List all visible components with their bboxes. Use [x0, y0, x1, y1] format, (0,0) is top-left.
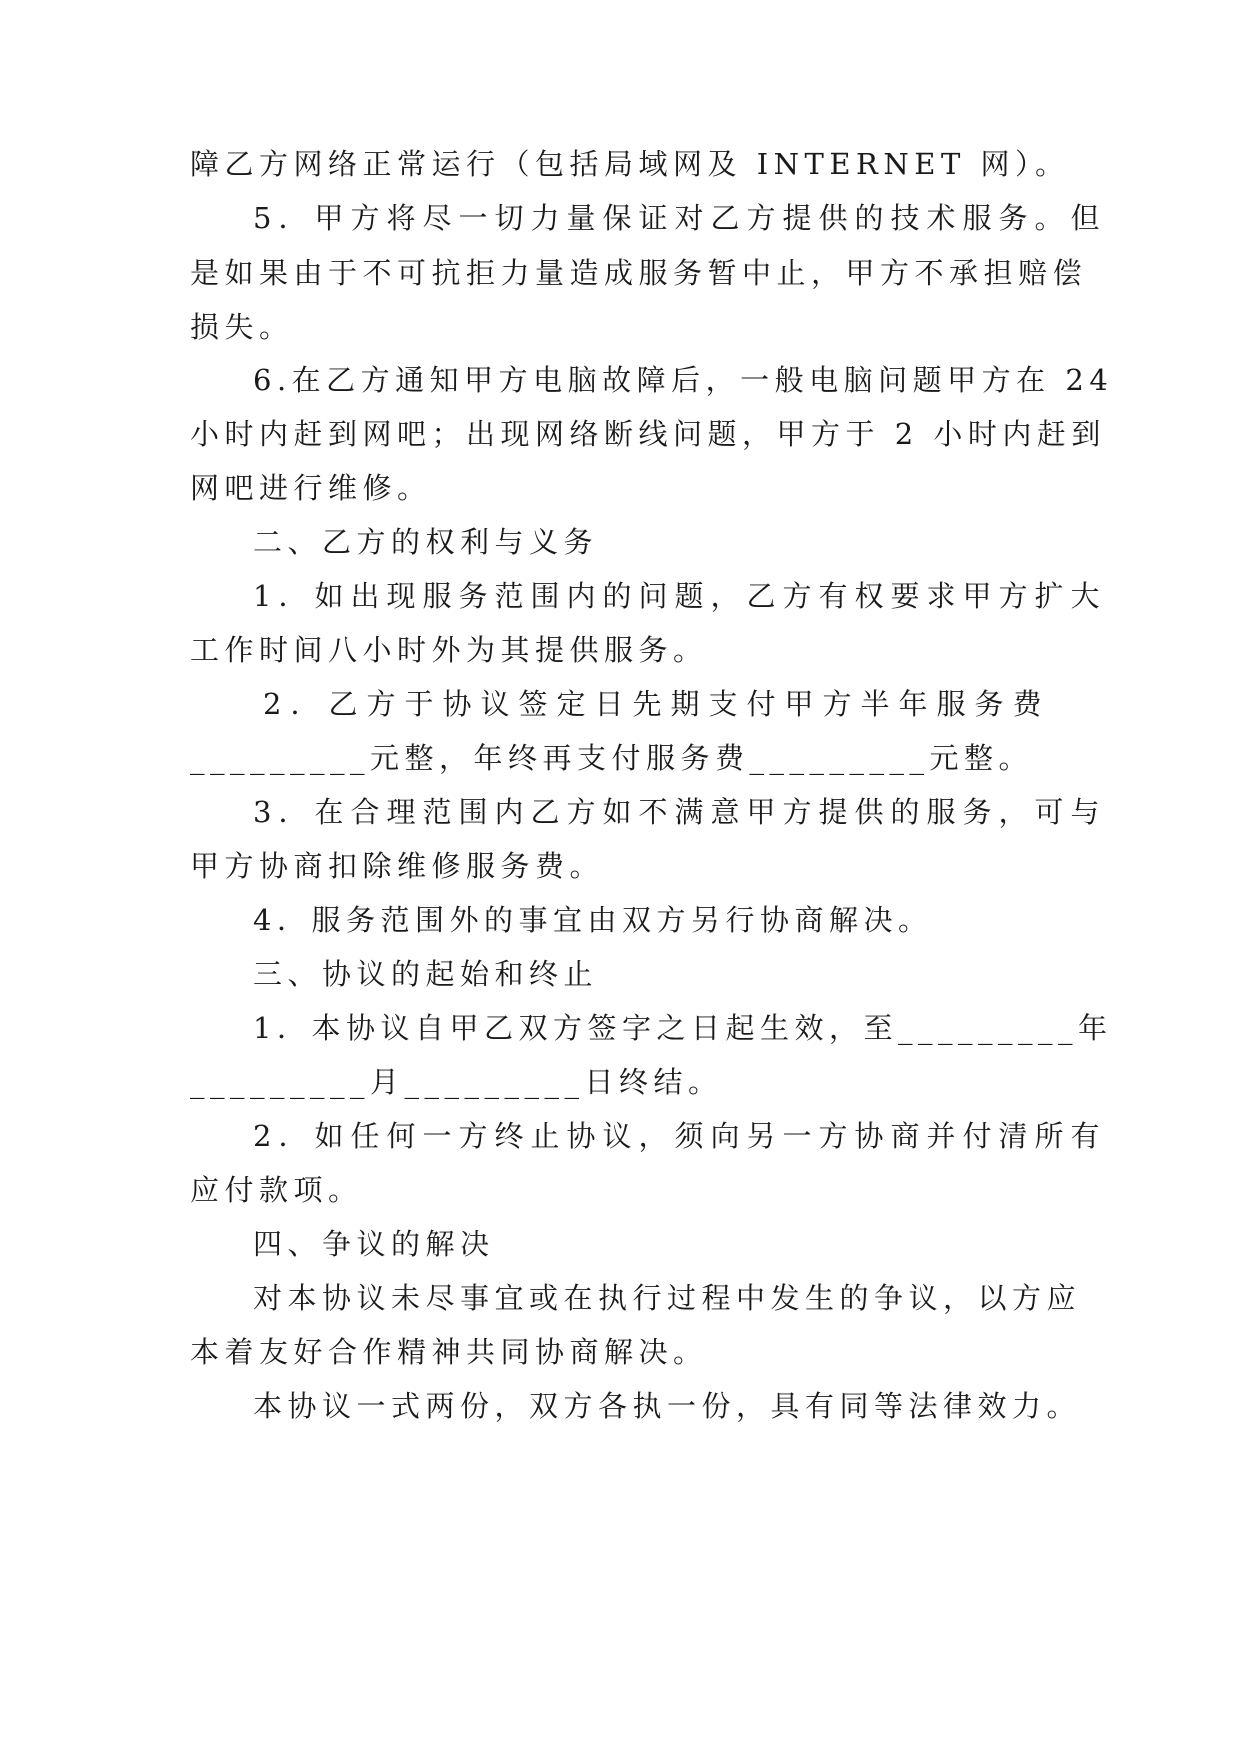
section-heading: 二、乙方的权利与义务 — [253, 525, 599, 559]
text-line: 2．乙方于协议签定日先期支付甲方半年服务费 — [263, 687, 1051, 721]
text-line: 1．本协议自甲乙双方签字之日起生效，至_________年 — [253, 1011, 1113, 1045]
text-line: 3．在合理范围内乙方如不满意甲方提供的服务，可与 — [253, 795, 1107, 829]
text-line: 是如果由于不可抗拒力量造成服务暂中止，甲方不承担赔偿 — [190, 256, 1088, 290]
text-line: 小时内赶到网吧；出现网络断线问题，甲方于 2 小时内赶到 — [190, 417, 1106, 451]
text-line: 损失。 — [190, 310, 294, 344]
text-line: 6.在乙方通知甲方电脑故障后，一般电脑问题甲方在 24 — [253, 363, 1114, 397]
text-line: 对本协议未尽事宜或在执行过程中发生的争议，以方应 — [253, 1281, 1082, 1315]
text-line: 本着友好合作精神共同协商解决。 — [190, 1335, 708, 1369]
text-line: 障乙方网络正常运行（包括局域网及 INTERNET 网）。 — [190, 147, 1070, 181]
text-line: 甲方协商扣除维修服务费。 — [190, 849, 605, 883]
text-line: 本协议一式两份，双方各执一份，具有同等法律效力。 — [253, 1389, 1082, 1423]
text-line: 5．甲方将尽一切力量保证对乙方提供的技术服务。但 — [253, 201, 1107, 235]
text-line: _________月_________日终结。 — [190, 1065, 723, 1099]
text-line: 应付款项。 — [190, 1173, 363, 1207]
text-line: 网吧进行维修。 — [190, 471, 432, 505]
text-line: 4．服务范围外的事宜由双方另行协商解决。 — [253, 903, 933, 937]
text-line: _________元整，年终再支付服务费_________元整。 — [190, 741, 1034, 775]
text-line: 工作时间八小时外为其提供服务。 — [190, 633, 708, 667]
section-heading: 三、协议的起始和终止 — [253, 957, 599, 991]
text-line: 2．如任何一方终止协议，须向另一方协商并付清所有 — [253, 1119, 1107, 1153]
text-line: 1．如出现服务范围内的问题，乙方有权要求甲方扩大 — [253, 579, 1107, 613]
section-heading: 四、争议的解决 — [253, 1227, 495, 1261]
